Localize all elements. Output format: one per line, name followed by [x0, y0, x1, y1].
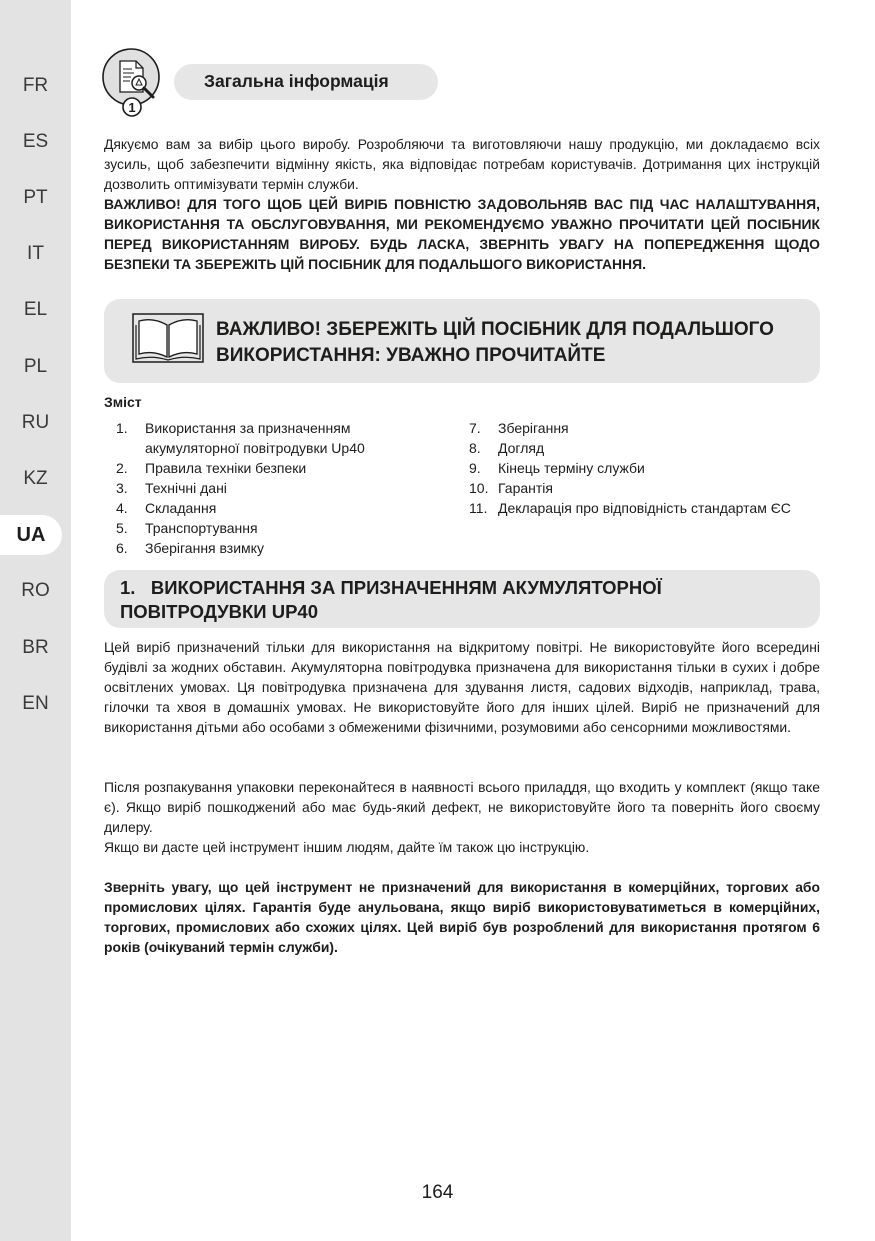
important-notice-box [104, 299, 820, 383]
section-header-title: Загальна інформація [204, 71, 389, 91]
open-book-icon [132, 313, 204, 363]
lang-ro[interactable]: RO [21, 580, 50, 601]
section-1-header [104, 570, 820, 628]
toc-item[interactable] [469, 458, 809, 478]
section-1-paragraph-1: Цей виріб призначений тільки для використання на відкритому повітрі. Не використовуйте його всередині будівлі за жодних обставин. Акумуляторна повітродувка призначена для використання тільки в сухих і добре освітлених умовах. Ця повітродувка призначена для здування листя, садових відходів, наприклад, трава, гілочки та хвоя в домашніх умовах. Не використовуйте його для інших цілей. Виріб не призначений для використання дітьми або особами з обмеженими фізичними, розумовими або сенсорними можливостями. [104, 639, 820, 735]
toc-item-label: Складання [145, 500, 217, 516]
lang-pt[interactable]: PT [23, 187, 48, 208]
toc-item-label: Транспортування [145, 520, 258, 536]
section-1-commercial-notice: Зверніть увагу, що цей інструмент не призначений для використання в комерційних, торгових або промислових цілях. Гарантія буде анульована, якщо виріб використовуватиметься в комерційних, торгових, промислових або схожих цілях. Цей виріб був розроблений для використання протягом 6 років (очікуваний термін служби). [104, 879, 820, 955]
section-1-paragraph-3: Якщо ви дасте цей інструмент іншим людям, дайте їм також цю інструкцію. [104, 839, 590, 855]
lang-fr[interactable]: FR [22, 75, 49, 96]
toc-item-number: 4. [116, 500, 128, 516]
section-1-title-line-1: 1. ВИКОРИСТАННЯ ЗА ПРИЗНАЧЕННЯМ АКУМУЛЯТОРНОЇ [120, 577, 662, 598]
page-number: 164 [421, 1182, 454, 1203]
toc-item-label: Технічні дані [145, 480, 227, 496]
toc-item-label: Догляд [498, 440, 545, 456]
toc-item[interactable] [116, 458, 416, 478]
toc-item-number: 10. [469, 480, 489, 496]
toc-title: Зміст [104, 394, 142, 410]
toc-item-label: Кінець терміну служби [498, 460, 645, 476]
toc-item[interactable] [469, 438, 809, 458]
section-1-paragraph-2: Після розпакування упаковки переконайтеся в наявності всього приладдя, що входить у комплект (якщо таке є). Якщо виріб пошкоджений або має будь-який дефект, не використовуйте його та поверніть його своєму дилеру. [104, 779, 820, 835]
toc-item[interactable] [469, 418, 809, 438]
toc-item-label: Зберігання [498, 420, 569, 436]
toc-item-number: 9. [469, 460, 481, 476]
toc-item[interactable] [116, 498, 416, 518]
section-header [174, 64, 438, 100]
toc-item[interactable] [116, 478, 416, 498]
section-1-title-line-2: ПОВІТРОДУВКИ UP40 [120, 601, 319, 622]
toc-item-label: Використання за призначенням акумуляторної повітродувки Up40 [145, 420, 365, 456]
toc-item-label: Зберігання взимку [145, 540, 264, 556]
lang-ru[interactable]: RU [21, 412, 50, 433]
lang-ua-active[interactable]: UA [0, 515, 62, 555]
toc-item-label: Правила техніки безпеки [145, 460, 307, 476]
toc-item-number: 6. [116, 540, 128, 556]
toc-item-number: 5. [116, 520, 128, 536]
toc-item-number: 3. [116, 480, 128, 496]
important-notice-text [216, 317, 796, 369]
toc-item-number: 7. [469, 420, 481, 436]
toc-item-number: 8. [469, 440, 481, 456]
toc-item-number: 2. [116, 460, 128, 476]
section-1-title [120, 576, 760, 624]
intro-paragraph: Дякуємо вам за вибір цього виробу. Розробляючи та виготовляючи нашу продукцію, ми докладаємо всіх зусиль, щоб забезпечити відмінну якість, яка відповідає потребам користувачів. Дотримання цих інструкцій дозволить оптимізувати термін служби. [104, 136, 820, 192]
toc-item-label: Декларація про відповідність стандартам ЄС [498, 500, 791, 516]
header-badge-number: 1 [128, 100, 136, 115]
important-notice-line-2: ВИКОРИСТАННЯ: УВАЖНО ПРОЧИТАЙТЕ [216, 345, 606, 366]
manual-search-icon [101, 47, 165, 125]
lang-kz[interactable]: KZ [23, 468, 48, 489]
lang-el[interactable]: EL [23, 299, 48, 320]
toc-item[interactable] [469, 478, 809, 498]
toc-item-number: 11. [469, 500, 488, 516]
lang-en[interactable]: EN [22, 693, 49, 714]
intro-warning: ВАЖЛИВО! ДЛЯ ТОГО ЩОБ ЦЕЙ ВИРІБ ПОВНІСТЮ ЗАДОВОЛЬНЯВ ВАС ПІД ЧАС НАЛАШТУВАННЯ, ВИКОРИСТАННЯ ТА ОБСЛУГОВУВАННЯ, МИ РЕКОМЕНДУЄМО УВАЖНО ПРОЧИТАТИ ЦЕЙ ПОСІБНИК ПЕРЕД ВИКОРИСТАННЯМ ВИРОБУ. БУДЬ ЛАСКА, ЗВЕРНІТЬ УВАГУ НА ПОПЕРЕДЖЕННЯ ЩОДО БЕЗПЕКИ ТА ЗБЕРЕЖІТЬ ЦІЙ ПОСІБНИК ДЛЯ ПОДАЛЬШОГО ВИКОРИСТАННЯ. [104, 196, 820, 272]
language-sidebar [0, 0, 71, 1241]
toc-right-column [469, 418, 809, 518]
important-notice-line-1: ВАЖЛИВО! ЗБЕРЕЖІТЬ ЦІЙ ПОСІБНИК ДЛЯ ПОДАЛЬШОГО [216, 319, 774, 340]
lang-pl[interactable]: PL [23, 356, 48, 377]
toc-item[interactable] [469, 498, 809, 518]
toc-item[interactable] [116, 518, 416, 538]
lang-it[interactable]: IT [27, 243, 44, 264]
toc-item[interactable] [116, 418, 416, 458]
toc-item-number: 1. [116, 420, 128, 436]
lang-es[interactable]: ES [22, 131, 49, 152]
toc-item[interactable] [116, 538, 416, 558]
toc-left-column [116, 418, 416, 558]
lang-br[interactable]: BR [22, 637, 49, 658]
toc-item-label: Гарантія [498, 480, 553, 496]
